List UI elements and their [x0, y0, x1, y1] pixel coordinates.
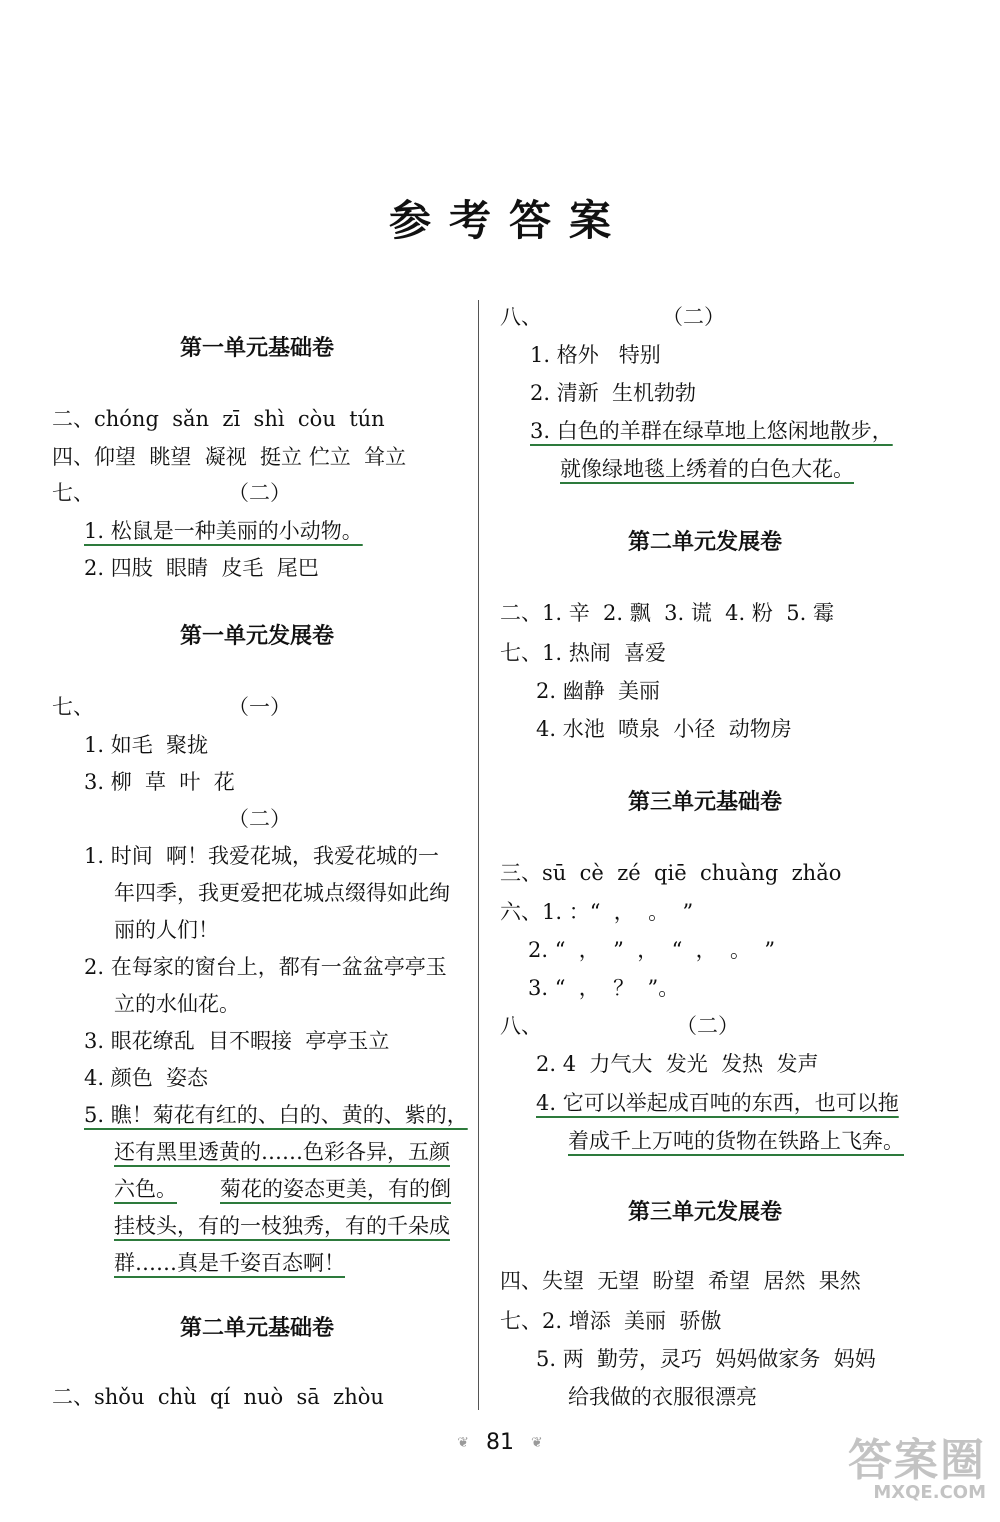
answer-line: 六色。: [114, 1177, 177, 1201]
watermark-logo: [810, 1424, 990, 1514]
ornament-right-icon: ❦: [531, 1435, 543, 1451]
column-divider: [478, 300, 479, 1410]
answer-line: 3. 白色的羊群在绿草地上悠闲地散步，: [530, 419, 893, 443]
answer-line: 年四季，我更爱把花城点缀得如此绚: [114, 881, 450, 905]
answer-line: 二、shǒu chù qí nuò sā zhòu: [52, 1385, 384, 1409]
answer-line: 4. 它可以举起成百吨的东西，也可以拖: [536, 1091, 899, 1115]
answer-line: 2. 在每家的窗台上，都有一盆盆亭亭玉: [84, 955, 447, 979]
section-title: 第三单元基础卷: [627, 790, 782, 815]
answer-line: 4. 颜色 姿态: [84, 1066, 209, 1090]
answer-line: 立的水仙花。: [114, 992, 240, 1016]
answer-line: 5. 两 勤劳，灵巧 妈妈做家务 妈妈: [536, 1347, 876, 1371]
answer-line: 七、: [52, 695, 94, 719]
answer-line: 1. 松鼠是一种美丽的小动物。: [84, 519, 363, 543]
answer-line: 挂枝头，有的一枝独秀，有的千朵成: [114, 1214, 450, 1238]
answer-line: 二、1. 辛 2. 飘 3. 谎 4. 粉 5. 霉: [500, 601, 834, 625]
section-title: 第二单元发展卷: [627, 530, 782, 555]
section-title: 第三单元发展卷: [627, 1200, 782, 1225]
answer-line: 着成千上万吨的货物在铁路上飞奔。: [568, 1129, 904, 1153]
answer-line: 3. 柳 草 叶 花: [84, 770, 235, 794]
watermark-text: 答案圈: [848, 1435, 986, 1486]
answer-line: 群……真是千姿百态啊！: [114, 1251, 345, 1275]
answer-line: 2. 清新 生机勃勃: [530, 381, 697, 405]
answer-line: 七、2. 增添 美丽 骄傲: [500, 1309, 722, 1333]
answer-line: 1. 格外 特别: [530, 343, 661, 367]
part-label: （二）: [228, 481, 291, 505]
answer-line: 三、sū cè zé qiē chuàng zhǎo: [500, 861, 842, 885]
section-title: 第一单元发展卷: [179, 624, 334, 649]
answer-line: 四、仰望 眺望 凝视 挺立 伫立 耸立: [52, 445, 407, 469]
answer-line: 四、失望 无望 盼望 希望 居然 果然: [500, 1269, 861, 1293]
ornament-left-icon: ❦: [457, 1435, 469, 1451]
answer-line: 丽的人们！: [114, 918, 219, 942]
answer-line: 二、chóng sǎn zī shì còu tún: [52, 407, 385, 431]
answer-line: 2. 幽静 美丽: [536, 679, 661, 703]
answer-line: 2. “ ， ” ， “ ， 。 ”: [528, 938, 776, 962]
answer-line: 3. 眼花缭乱 目不暇接 亭亭玉立: [84, 1029, 390, 1053]
answer-line: 5. 瞧！菊花有红的、白的、黄的、紫的，: [84, 1103, 468, 1127]
answer-line: 1. 如毛 聚拢: [84, 733, 209, 757]
answer-line: 八、: [500, 1014, 542, 1038]
page-number: 81: [486, 1430, 514, 1455]
answer-line: 2. 四肢 眼睛 皮毛 尾巴: [84, 556, 319, 580]
answer-line: 给我做的衣服很漂亮: [568, 1385, 757, 1409]
part-label: （二）: [676, 1014, 739, 1038]
answer-line: 2. 4 力气大 发光 发热 发声: [536, 1052, 819, 1076]
answer-line: 还有黑里透黄的……色彩各异，五颜: [114, 1140, 450, 1164]
answer-line: 就像绿地毯上绣着的白色大花。: [560, 457, 854, 481]
answer-line: 七、1. 热闹 喜爱: [500, 641, 667, 665]
section-title: 第二单元基础卷: [179, 1316, 334, 1341]
watermark-url: MXQE.COM: [873, 1482, 986, 1503]
answer-line: 4. 水池 喷泉 小径 动物房: [536, 717, 792, 741]
answer-line: 八、: [500, 305, 542, 329]
part-label: （二）: [228, 807, 291, 831]
part-label: （一）: [228, 695, 291, 719]
answer-line: 1. 时间 啊！我爱花城，我爱花城的一: [84, 844, 440, 868]
answer-line: 六、1. ：“ ， 。 ”: [500, 900, 694, 924]
page-title: 参考答案: [388, 196, 629, 245]
answer-line: 3. “ ， ？ ”。: [528, 976, 680, 1000]
answer-line: 菊花的姿态更美，有的倒: [220, 1177, 451, 1201]
answer-line: 七、: [52, 481, 94, 505]
section-title: 第一单元基础卷: [179, 336, 334, 361]
part-label: （二）: [662, 305, 725, 329]
